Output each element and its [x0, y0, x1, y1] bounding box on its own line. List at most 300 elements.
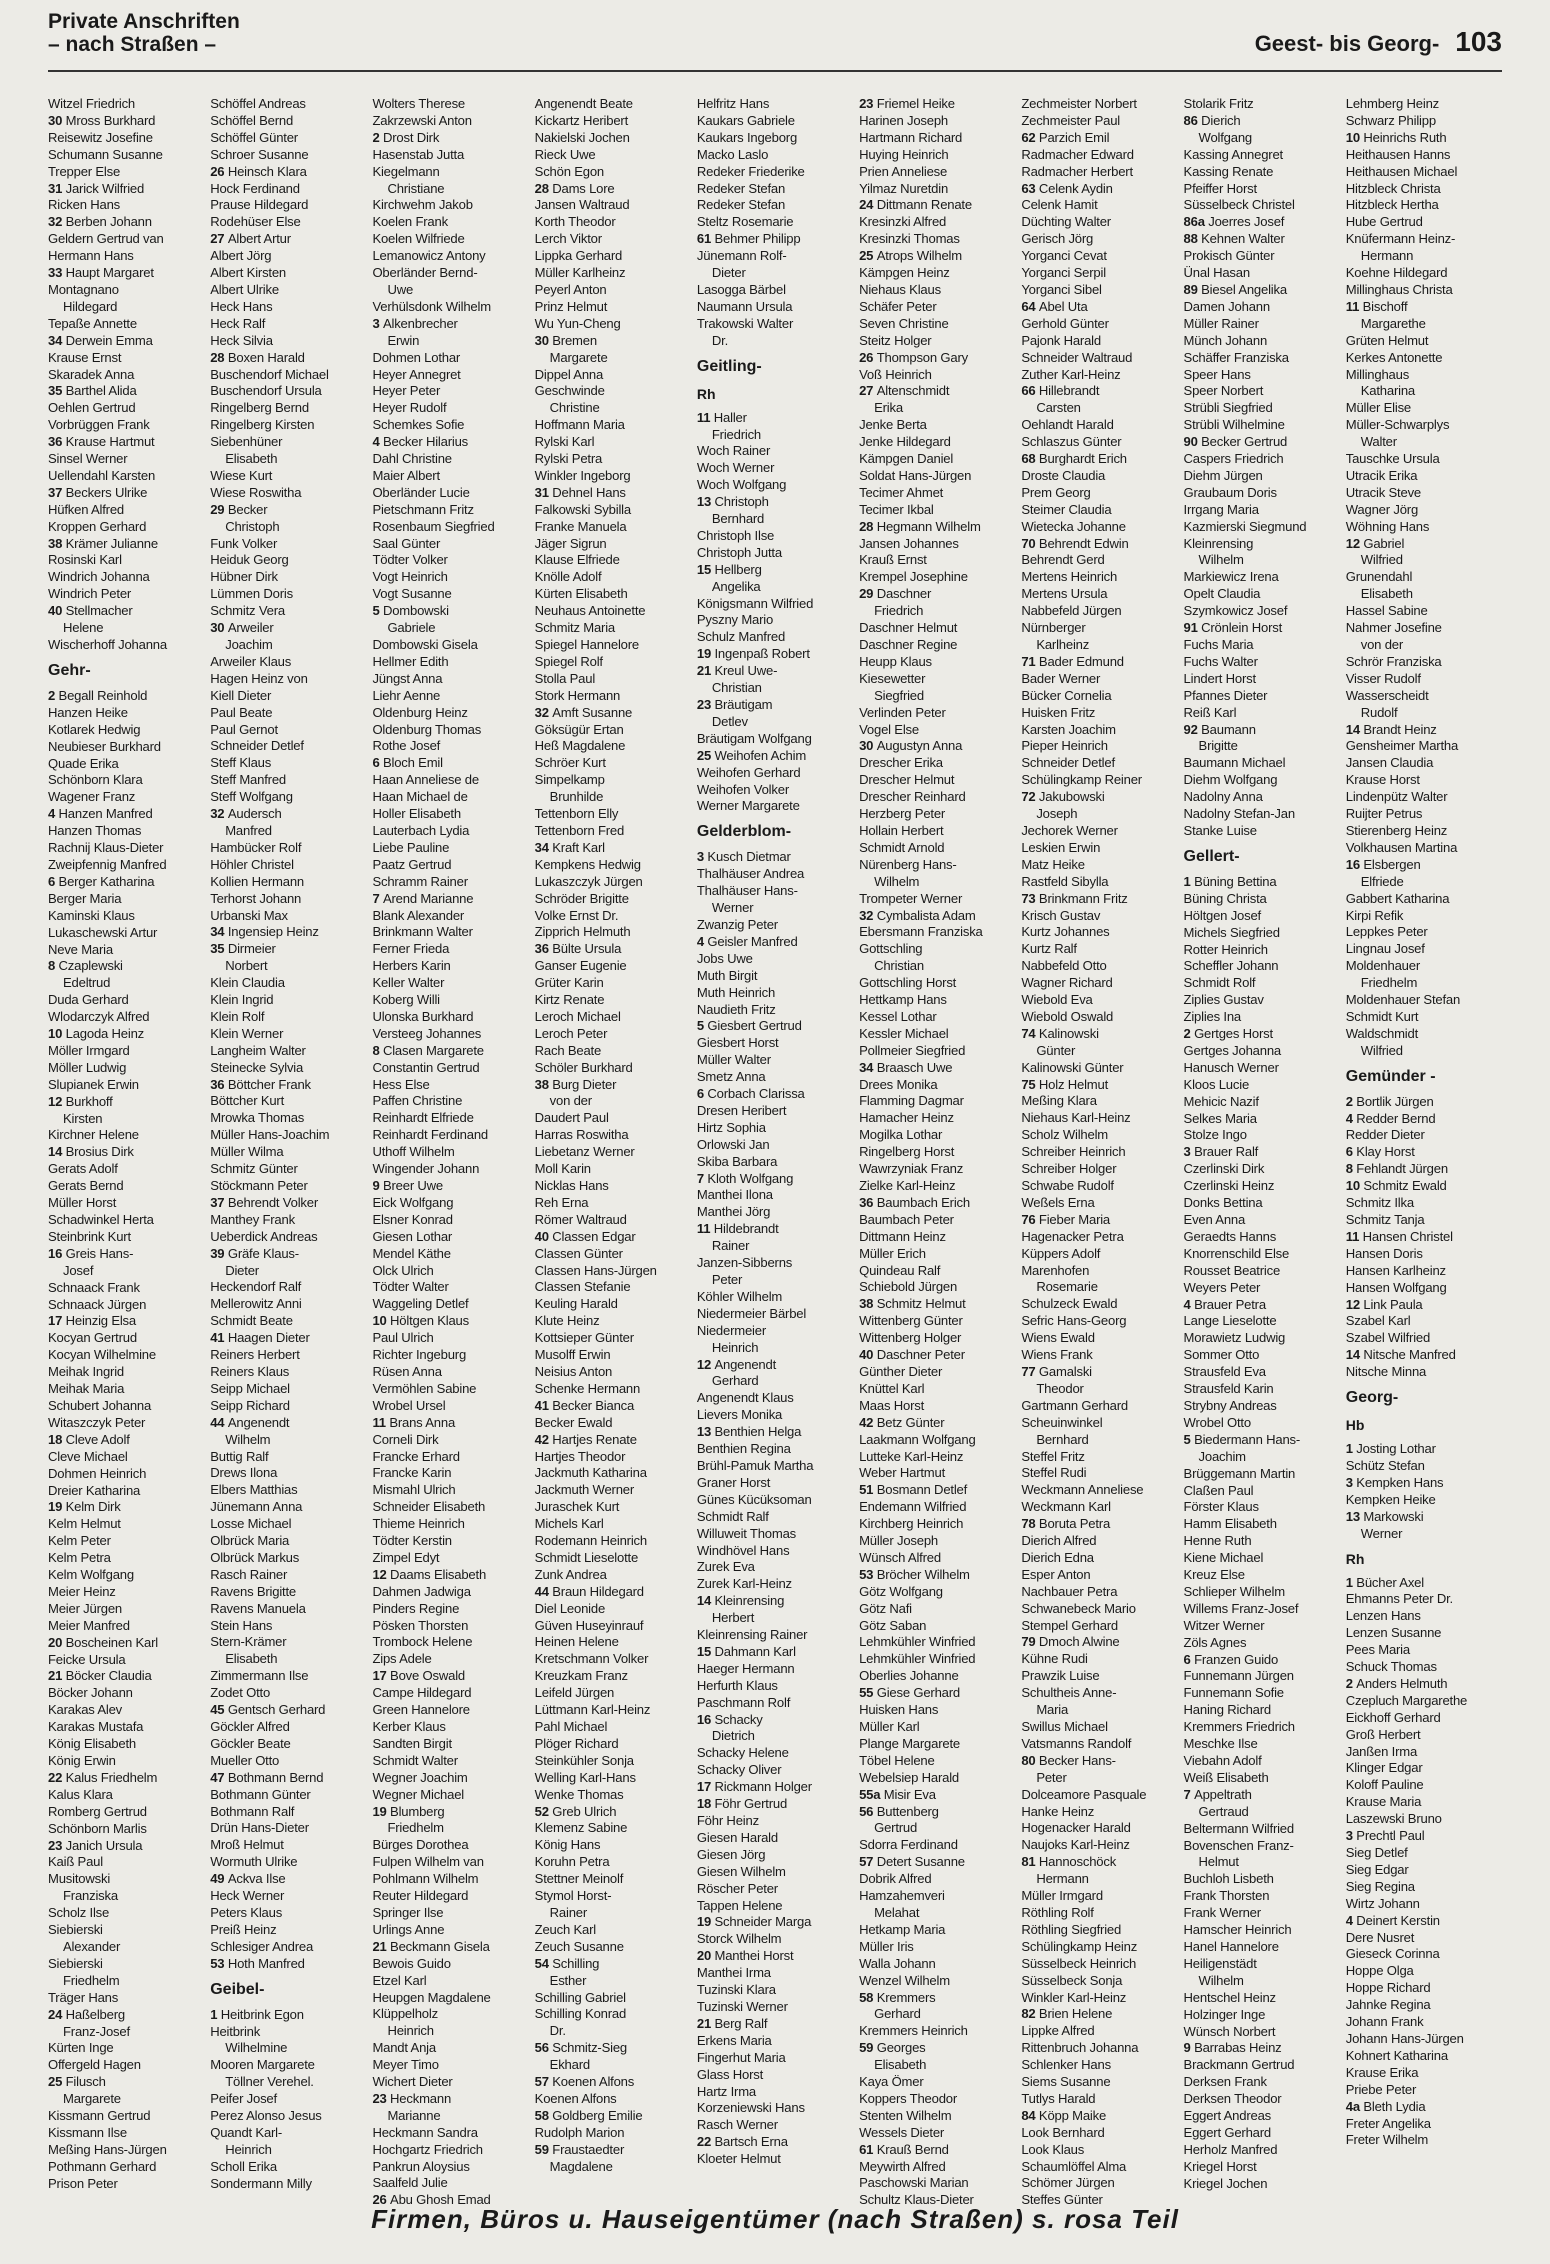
- resident-entry: 16 Schacky: [696, 1711, 763, 1727]
- resident-entry: Steimer Claudia: [1021, 501, 1112, 517]
- resident-entry: Röscher Peter: [696, 1880, 778, 1896]
- resident-entry: Sondermann Milly: [210, 2175, 312, 2191]
- resident-entry: Buchloh Lisbeth: [1183, 1871, 1274, 1887]
- resident-entry: Tödter Volker: [372, 552, 448, 568]
- resident-entry: Droste Claudia: [1021, 467, 1106, 483]
- house-number: 12: [696, 1356, 715, 1372]
- resident-entry: Meßing Klara: [1021, 1093, 1097, 1109]
- resident-entry: 42 Betz Günter: [859, 1414, 945, 1430]
- resident-entry: Spiegel Hannelore: [534, 637, 639, 652]
- resident-entry: Laakmann Wolfgang: [859, 1431, 976, 1447]
- house-number: 5: [372, 603, 383, 619]
- resident-entry: Kessler Michael: [859, 1025, 949, 1041]
- entry-continuation: Margarete: [549, 349, 608, 365]
- resident-entry: Baumbach Peter: [859, 1211, 954, 1227]
- entry-continuation: Dr.: [711, 332, 729, 348]
- house-number: 18: [696, 1796, 715, 1812]
- entry-continuation: Ekhard: [549, 2057, 590, 2073]
- resident-entry: 18 Föhr Gertrud: [696, 1796, 788, 1812]
- resident-entry: Even Anna: [1183, 1212, 1246, 1227]
- house-number: 68: [1021, 451, 1039, 467]
- resident-entry: Hartz Irma: [696, 2083, 756, 2099]
- entry-continuation: Gertraud: [1198, 1803, 1249, 1819]
- entry-continuation: Kirsten: [63, 1110, 103, 1126]
- house-number: 80: [1021, 1752, 1039, 1768]
- house-number: 63: [1021, 180, 1039, 196]
- resident-entry: Stern-Krämer: [210, 1634, 287, 1650]
- resident-entry: Moldenhauer: [1345, 958, 1420, 974]
- resident-entry: Woch Werner: [696, 460, 775, 476]
- resident-entry: Schmidt Lieselotte: [534, 1549, 639, 1565]
- resident-entry: 75 Holz Helmut: [1021, 1076, 1109, 1092]
- resident-entry: Etzel Karl: [372, 1972, 427, 1988]
- resident-entry: Fingerhut Maria: [696, 2049, 786, 2065]
- house-number: 54: [534, 1955, 553, 1971]
- resident-entry: Krause Ernst: [48, 349, 122, 365]
- resident-entry: 2 Bortlik Jürgen: [1345, 1093, 1434, 1109]
- resident-entry: Wasserscheidt: [1345, 687, 1429, 703]
- resident-entry: Müller Rainer: [1183, 315, 1259, 331]
- resident-entry: Ringelberg Horst: [859, 1144, 955, 1160]
- page-header: [48, 10, 1502, 72]
- entry-continuation: Wilhelm: [1198, 1972, 1244, 1988]
- resident-entry: 10 Lagoda Heinz: [48, 1026, 145, 1042]
- resident-entry: Hartmann Richard: [859, 129, 963, 145]
- house-number: 23: [48, 1837, 66, 1853]
- resident-entry: 3 Alkenbrecher: [372, 315, 458, 331]
- resident-entry: Göckler Alfred: [210, 1719, 290, 1734]
- house-number: 35: [210, 941, 228, 957]
- resident-entry: Meihak Ingrid: [48, 1364, 125, 1380]
- resident-entry: Schultz Klaus-Dieter: [859, 2192, 974, 2208]
- resident-entry: 37 Behrendt Volker: [210, 1194, 318, 1210]
- resident-entry: Haan Michael de: [372, 789, 468, 805]
- resident-entry: Süsselbeck Heinrich: [1021, 1955, 1137, 1971]
- resident-entry: Brüggemann Martin: [1183, 1465, 1296, 1481]
- resident-entry: Weiß Elisabeth: [1183, 1769, 1269, 1785]
- resident-entry: 4 Becker Hilarius: [372, 434, 469, 450]
- house-number: 41: [210, 1330, 228, 1346]
- resident-entry: Glass Horst: [696, 2066, 764, 2082]
- house-number: 38: [859, 1296, 877, 1312]
- entry-continuation: Dr.: [549, 2023, 566, 2039]
- resident-entry: Priebe Peter: [1345, 2081, 1417, 2097]
- resident-entry: Brackmann Gertrud: [1183, 2057, 1295, 2073]
- resident-entry: 66 Hillebrandt: [1021, 383, 1100, 399]
- house-number: 28: [210, 349, 228, 365]
- resident-entry: 2 Drost Dirk: [372, 129, 440, 145]
- house-number: 58: [859, 1989, 877, 2005]
- resident-entry: Winkler Ingeborg: [534, 467, 631, 483]
- resident-entry: König Erwin: [48, 1753, 116, 1768]
- resident-entry: Krempel Josephine: [859, 569, 968, 585]
- house-number: 25: [859, 248, 877, 264]
- resident-entry: Königsmann Wilfried: [696, 595, 814, 611]
- resident-entry: Rosenbaum Siegfried: [372, 518, 495, 534]
- entry-continuation: Töllner Verehel.: [225, 2074, 314, 2090]
- resident-entry: Meywirth Alfred: [859, 2158, 946, 2174]
- resident-entry: Jünemann Anna: [210, 1499, 303, 1515]
- resident-entry: Dere Nusret: [1345, 1929, 1415, 1945]
- resident-entry: Bräutigam Wolfgang: [696, 730, 812, 746]
- resident-entry: Mendel Käthe: [372, 1245, 451, 1261]
- resident-entry: 34 Ingensiep Heinz: [210, 924, 319, 940]
- resident-entry: Steinbrink Kurt: [48, 1228, 131, 1244]
- resident-entry: Kelm Peter: [48, 1533, 111, 1549]
- resident-entry: 88 Kehnen Walter: [1183, 231, 1285, 247]
- resident-entry: Lutteke Karl-Heinz: [859, 1448, 964, 1464]
- resident-entry: Jansen Johannes: [859, 535, 959, 551]
- house-number: 74: [1021, 1025, 1039, 1041]
- resident-entry: Lukaschewski Artur: [48, 924, 158, 940]
- resident-entry: Kürten Inge: [48, 2040, 114, 2056]
- resident-entry: Wietecka Johanne: [1021, 518, 1126, 534]
- house-number: 53: [859, 1566, 877, 1582]
- resident-entry: 89 Biesel Angelika: [1183, 281, 1287, 297]
- house-number: 7: [372, 890, 383, 906]
- resident-entry: Bothmann Günter: [210, 1786, 311, 1802]
- resident-entry: Wagner Jörg: [1345, 501, 1419, 517]
- entry-continuation: Wilhelmine: [225, 2040, 288, 2056]
- house-number: 11: [372, 1414, 390, 1430]
- house-number: 28: [534, 180, 553, 196]
- resident-entry: Johann Hans-Jürgen: [1345, 2030, 1464, 2046]
- resident-entry: Klinger Edgar: [1345, 1760, 1423, 1776]
- resident-entry: Corneli Dirk: [372, 1431, 439, 1447]
- house-number: 34: [534, 839, 553, 855]
- resident-entry: Ferner Frieda: [372, 941, 450, 957]
- resident-entry: 70 Behrendt Edwin: [1021, 535, 1129, 551]
- resident-entry: Heupgen Magdalene: [372, 1989, 491, 2005]
- resident-entry: Koenen Alfons: [534, 2090, 617, 2106]
- resident-entry: Oberlies Johanne: [859, 1668, 959, 1684]
- resident-entry: Karakas Alev: [48, 1702, 123, 1718]
- resident-entry: Stempel Gerhard: [1021, 1617, 1119, 1633]
- resident-entry: Oberländer Bernd-: [372, 265, 478, 281]
- resident-entry: Herfurth Klaus: [696, 1677, 778, 1693]
- resident-entry: Utracik Erika: [1345, 467, 1418, 483]
- resident-entry: 19 Blumberg: [372, 1803, 445, 1819]
- resident-entry: Müller Elise: [1345, 400, 1412, 416]
- resident-entry: Plange Margarete: [859, 1735, 960, 1751]
- resident-entry: Hassel Sabine: [1345, 603, 1428, 619]
- resident-entry: Güven Huseyinrauf: [534, 1617, 644, 1633]
- resident-entry: Wöhning Hans: [1345, 518, 1430, 534]
- resident-entry: Rachnij Klaus-Dieter: [48, 840, 164, 856]
- resident-entry: 6 Corbach Clarissa: [696, 1086, 805, 1102]
- resident-entry: 22 Bartsch Erna: [696, 2134, 788, 2150]
- resident-entry: 11 Haller: [696, 409, 747, 425]
- resident-entry: Kreuzkam Franz: [534, 1668, 628, 1684]
- resident-entry: Weyers Peter: [1183, 1279, 1261, 1295]
- resident-entry: 10 Heinrichs Ruth: [1345, 129, 1447, 145]
- entry-continuation: Erwin: [387, 332, 420, 348]
- resident-entry: Schöler Burkhard: [534, 1059, 633, 1075]
- resident-entry: Meier Jürgen: [48, 1600, 123, 1616]
- resident-entry: Wichert Dieter: [372, 2074, 453, 2090]
- resident-entry: 17 Heinzig Elsa: [48, 1313, 136, 1329]
- house-number: 6: [696, 1086, 708, 1102]
- resident-entry: Lehmkühler Winfried: [859, 1651, 976, 1667]
- resident-entry: Schilling Gabriel: [534, 1989, 626, 2005]
- resident-entry: Classen Günter: [534, 1245, 623, 1261]
- house-number: 86a: [1183, 214, 1209, 230]
- resident-entry: Hoppe Olga: [1345, 1963, 1414, 1979]
- resident-entry: Heupp Klaus: [859, 653, 932, 669]
- resident-entry: Schacky Oliver: [696, 1762, 782, 1778]
- resident-entry: 30 Mross Burkhard: [48, 112, 156, 128]
- resident-entry: Hettkamp Hans: [859, 992, 947, 1008]
- resident-entry: 3 Kusch Dietmar: [696, 849, 791, 865]
- resident-entry: Karakas Mustafa: [48, 1719, 144, 1735]
- resident-entry: 12 Daams Elisabeth: [372, 1566, 487, 1582]
- house-number: 21: [696, 2015, 715, 2031]
- resident-entry: 1 Heitbrink Egon: [210, 2006, 304, 2022]
- entry-continuation: Wilhelm: [1198, 552, 1244, 568]
- resident-entry: Mertens Heinrich: [1021, 569, 1118, 585]
- resident-entry: 27 Albert Artur: [210, 231, 291, 247]
- resident-entry: Hock Ferdinand: [210, 180, 300, 196]
- house-number: 22: [48, 1769, 66, 1785]
- resident-entry: Lippka Gerhard: [534, 248, 623, 264]
- resident-entry: Tauschke Ursula: [1345, 451, 1440, 467]
- house-number: 18: [48, 1431, 66, 1447]
- resident-entry: 28 Hegmann Wilhelm: [859, 518, 981, 534]
- resident-entry: Bovenschen Franz-: [1183, 1837, 1294, 1853]
- street-heading: Gellert-: [1183, 847, 1240, 865]
- resident-entry: Lüttmann Karl-Heinz: [534, 1702, 651, 1718]
- resident-entry: Elsner Konrad: [372, 1211, 453, 1227]
- resident-entry: Paschmann Rolf: [696, 1694, 791, 1710]
- resident-entry: Wiebold Oswald: [1021, 1008, 1114, 1024]
- resident-entry: Thalhäuser Hans-: [696, 883, 798, 899]
- resident-entry: Hanzen Heike: [48, 704, 128, 720]
- house-number: 55: [859, 1685, 877, 1701]
- entry-continuation: Hermann: [1360, 248, 1414, 264]
- resident-entry: 36 Böttcher Frank: [210, 1076, 311, 1092]
- entry-continuation: Rainer: [549, 1904, 588, 1920]
- resident-entry: Müller Erich: [859, 1245, 926, 1261]
- resident-entry: Quandt Karl-: [210, 2124, 283, 2140]
- house-number: 14: [696, 1593, 715, 1609]
- district-heading: Hb: [1345, 1417, 1365, 1434]
- resident-entry: 13 Christoph: [696, 494, 769, 510]
- house-number: 29: [210, 501, 228, 517]
- resident-entry: Ünal Hasan: [1183, 265, 1250, 281]
- resident-entry: Förster Klaus: [1183, 1499, 1259, 1515]
- resident-entry: Müller Wilma: [210, 1144, 284, 1160]
- resident-entry: Nabbefeld Otto: [1021, 958, 1107, 974]
- entry-continuation: Marianne: [387, 2107, 441, 2123]
- footer-note: Firmen, Büros u. Hauseigentümer (nach Straßen) s. rosa Teil: [371, 2204, 1179, 2234]
- resident-entry: 21 Böcker Claudia: [48, 1668, 152, 1684]
- resident-entry: Romberg Gertrud: [48, 1803, 147, 1819]
- resident-entry: Hogenacker Harald: [1021, 1820, 1131, 1836]
- resident-entry: Hansen Doris: [1345, 1245, 1423, 1261]
- house-number: 29: [859, 586, 877, 602]
- resident-entry: Terhorst Johann: [210, 890, 302, 906]
- resident-entry: Stork Hermann: [534, 687, 621, 703]
- resident-entry: Rach Beate: [534, 1042, 602, 1058]
- resident-entry: Funnemann Jürgen: [1183, 1668, 1294, 1684]
- resident-entry: Utracik Steve: [1345, 484, 1422, 500]
- house-number: 30: [48, 112, 66, 128]
- entry-continuation: Elisabeth: [874, 2057, 927, 2073]
- resident-entry: Rüsen Anna: [372, 1363, 442, 1379]
- entry-continuation: Carsten: [1036, 400, 1081, 416]
- house-number: 51: [859, 1482, 877, 1498]
- resident-entry: 57 Koenen Alfons: [534, 2074, 635, 2090]
- resident-entry: 28 Boxen Harald: [210, 349, 305, 365]
- house-number: 11: [1345, 1228, 1363, 1244]
- resident-entry: Kurtz Johannes: [1021, 924, 1110, 940]
- resident-entry: Stein Hans: [210, 1617, 273, 1633]
- house-number: 23: [859, 96, 877, 111]
- resident-entry: Rousset Beatrice: [1183, 1262, 1281, 1278]
- resident-entry: Giesbert Horst: [696, 1035, 779, 1051]
- house-number: 27: [210, 231, 228, 247]
- resident-entry: Diehm Wolfgang: [1183, 772, 1278, 788]
- resident-entry: Lindert Horst: [1183, 670, 1256, 686]
- resident-entry: Wagner Richard: [1021, 975, 1113, 991]
- resident-entry: Kotlarek Hedwig: [48, 721, 141, 737]
- resident-entry: Speer Norbert: [1183, 383, 1264, 399]
- resident-entry: Urlings Anne: [372, 1921, 445, 1937]
- directory-column-5: [697, 96, 853, 2190]
- resident-entry: Mogilka Lothar: [859, 1127, 943, 1143]
- resident-entry: Heck Werner: [210, 1888, 285, 1904]
- entry-continuation: Edeltrud: [63, 975, 111, 991]
- resident-entry: Celenk Hamit: [1021, 197, 1098, 213]
- resident-entry: 4 Hanzen Manfred: [48, 806, 153, 822]
- resident-entry: Lange Lieselotte: [1183, 1313, 1277, 1329]
- resident-entry: Hübner Dirk: [210, 569, 278, 585]
- resident-entry: Heck Silvia: [210, 332, 273, 348]
- resident-entry: Redeker Stefan: [696, 197, 786, 213]
- entry-continuation: Josef: [63, 1262, 94, 1278]
- resident-entry: Ravens Brigitte: [210, 1583, 297, 1599]
- house-number: 72: [1021, 789, 1039, 805]
- resident-entry: 41 Haagen Dieter: [210, 1330, 310, 1346]
- resident-entry: Janßen Irma: [1345, 1743, 1418, 1759]
- resident-entry: Brühl-Pamuk Martha: [696, 1457, 814, 1473]
- resident-entry: 7 Arend Marianne: [372, 890, 474, 906]
- resident-entry: Kiesewetter: [859, 670, 926, 686]
- resident-entry: Schönborn Marlis: [48, 1820, 147, 1836]
- resident-entry: Millinghaus: [1345, 366, 1410, 382]
- resident-entry: Rodehüser Else: [210, 214, 301, 230]
- resident-entry: Schramm Rainer: [372, 873, 468, 889]
- resident-entry: 35 Barthel Alida: [48, 383, 137, 399]
- entry-continuation: Friedrich: [874, 603, 924, 619]
- resident-entry: Kloos Lucie: [1183, 1076, 1250, 1092]
- resident-entry: 5 Dombowski: [372, 603, 449, 619]
- resident-entry: Liebe Pauline: [372, 839, 450, 855]
- resident-entry: Trompeter Werner: [859, 890, 963, 906]
- house-number: 49: [210, 1871, 228, 1887]
- resident-entry: Dahl Christine: [372, 451, 452, 467]
- house-number: 36: [210, 1076, 228, 1092]
- resident-entry: König Hans: [534, 1837, 601, 1853]
- resident-entry: 1 Josting Lothar: [1345, 1441, 1436, 1457]
- resident-entry: Möller Ludwig: [48, 1059, 127, 1075]
- resident-entry: Lukaszczyk Jürgen: [534, 873, 643, 889]
- entry-continuation: Gertrud: [874, 1820, 918, 1836]
- resident-entry: Klause Elfriede: [534, 552, 620, 568]
- street-heading: Gehr-: [48, 661, 91, 679]
- entry-continuation: Hermann: [1036, 1871, 1089, 1887]
- resident-entry: Dittmann Heinz: [859, 1228, 946, 1244]
- house-number: 32: [48, 214, 66, 230]
- resident-entry: Naujoks Karl-Heinz: [1021, 1837, 1130, 1853]
- resident-entry: 14 Nitsche Manfred: [1345, 1347, 1456, 1363]
- resident-entry: Müller Walter: [696, 1052, 771, 1068]
- resident-entry: Schöffel Günter: [210, 129, 298, 145]
- resident-entry: Radmacher Herbert: [1021, 163, 1133, 179]
- resident-entry: 7 Kloth Wolfgang: [696, 1170, 794, 1186]
- resident-entry: 10 Schmitz Ewald: [1345, 1178, 1447, 1194]
- resident-entry: Richter Ingeburg: [372, 1347, 467, 1363]
- resident-entry: Meier Manfred: [48, 1617, 130, 1633]
- resident-entry: Niedermeier Bärbel: [696, 1305, 807, 1321]
- resident-entry: Strübli Wilhelmine: [1183, 417, 1285, 433]
- entry-continuation: Elisabeth: [225, 1651, 278, 1667]
- resident-entry: Perez Alonso Jesus: [210, 2108, 322, 2124]
- resident-entry: Michels Karl: [534, 1516, 604, 1532]
- house-number: 30: [534, 332, 553, 348]
- resident-entry: Koberg Willi: [372, 992, 440, 1008]
- resident-entry: Koehne Hildegard: [1345, 265, 1448, 281]
- house-number: 21: [48, 1668, 66, 1684]
- resident-entry: 24 Dittmann Renate: [859, 197, 972, 213]
- entry-continuation: von der: [549, 1093, 592, 1109]
- resident-entry: Behrendt Gerd: [1021, 552, 1105, 568]
- resident-entry: Berger Maria: [48, 890, 122, 906]
- resident-entry: 20 Manthei Horst: [696, 1948, 794, 1964]
- house-number: 66: [1021, 383, 1039, 399]
- resident-entry: Redeker Stefan: [696, 180, 786, 196]
- resident-entry: Dahmen Jadwiga: [372, 1583, 471, 1599]
- resident-entry: 86a Joerres Josef: [1183, 214, 1285, 230]
- resident-entry: Römer Waltraud: [534, 1211, 627, 1227]
- resident-entry: Koppers Theodor: [859, 2090, 958, 2106]
- house-number: 86: [1183, 112, 1202, 128]
- resident-entry: Baumann Michael: [1183, 755, 1286, 771]
- resident-entry: Franke Manuela: [534, 518, 627, 534]
- resident-entry: Hollain Herbert: [859, 822, 944, 838]
- resident-entry: Steff Manfred: [210, 772, 286, 788]
- resident-entry: Schmitz Ilka: [1345, 1195, 1414, 1211]
- resident-entry: 62 Parzich Emil: [1021, 129, 1110, 145]
- resident-entry: Bothmann Ralf: [210, 1803, 295, 1819]
- resident-entry: Ueberdick Andreas: [210, 1228, 318, 1244]
- house-number: 79: [1021, 1634, 1039, 1650]
- entry-continuation: Christoph: [225, 518, 280, 534]
- resident-entry: Peifer Josef: [210, 2091, 277, 2107]
- resident-entry: 11 Brans Anna: [372, 1414, 456, 1430]
- resident-entry: Tuzinski Werner: [696, 1998, 788, 2014]
- resident-entry: Thalhäuser Andrea: [696, 866, 805, 882]
- resident-entry: Gerisch Jörg: [1021, 231, 1094, 247]
- resident-entry: Tecimer Ikbal: [859, 501, 934, 517]
- resident-entry: Buschendorf Michael: [210, 366, 329, 382]
- resident-entry: 11 Hansen Christel: [1345, 1228, 1453, 1244]
- resident-entry: Uthoff Wilhelm: [372, 1144, 455, 1160]
- resident-entry: Sinsel Werner: [48, 451, 128, 467]
- house-number: 1: [1345, 1441, 1357, 1457]
- house-number: 34: [859, 1059, 877, 1075]
- resident-entry: Kiell Dieter: [210, 687, 272, 703]
